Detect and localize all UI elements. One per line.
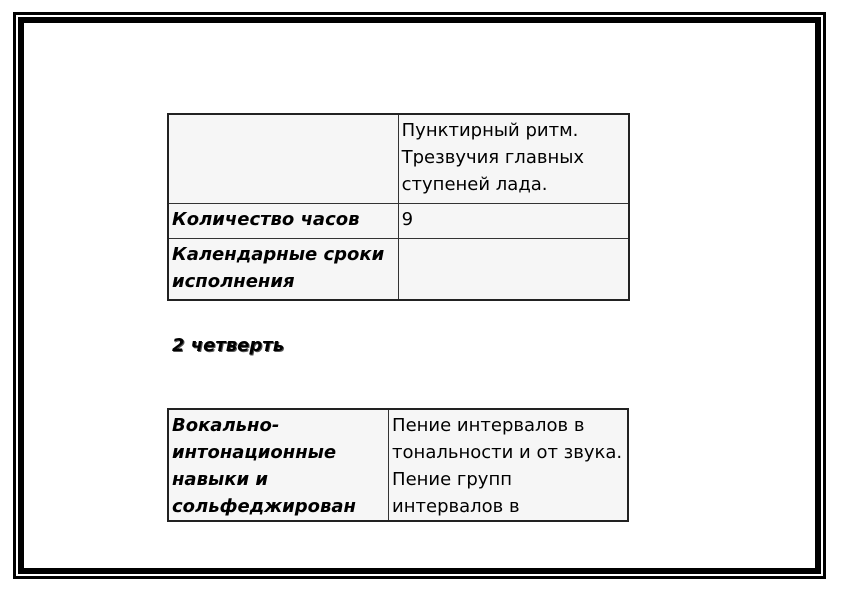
- table-cell-label: [168, 114, 398, 203]
- table-row: [168, 203, 629, 238]
- table-cell-label: Количество часов: [168, 203, 398, 238]
- lesson-info-table: [167, 113, 630, 301]
- table-cell-label: Вокально-интонационные навыки и сольфеджирован: [168, 409, 389, 521]
- skills-table: [167, 408, 629, 522]
- table-cell-label: Календарные сроки исполнения: [168, 238, 398, 300]
- table-cell-value: 9: [398, 203, 629, 238]
- table-row: [168, 114, 629, 203]
- table-row: [168, 409, 628, 521]
- table-cell-value: Пунктирный ритм. Трезвучия главных ступеней лада.: [398, 114, 629, 203]
- table-cell-value: [398, 238, 629, 300]
- section-heading: 2 четверть: [172, 335, 285, 356]
- table-row: [168, 238, 629, 300]
- table-cell-value: Пение интервалов в тональности и от звука. Пение групп интервалов в: [389, 409, 628, 521]
